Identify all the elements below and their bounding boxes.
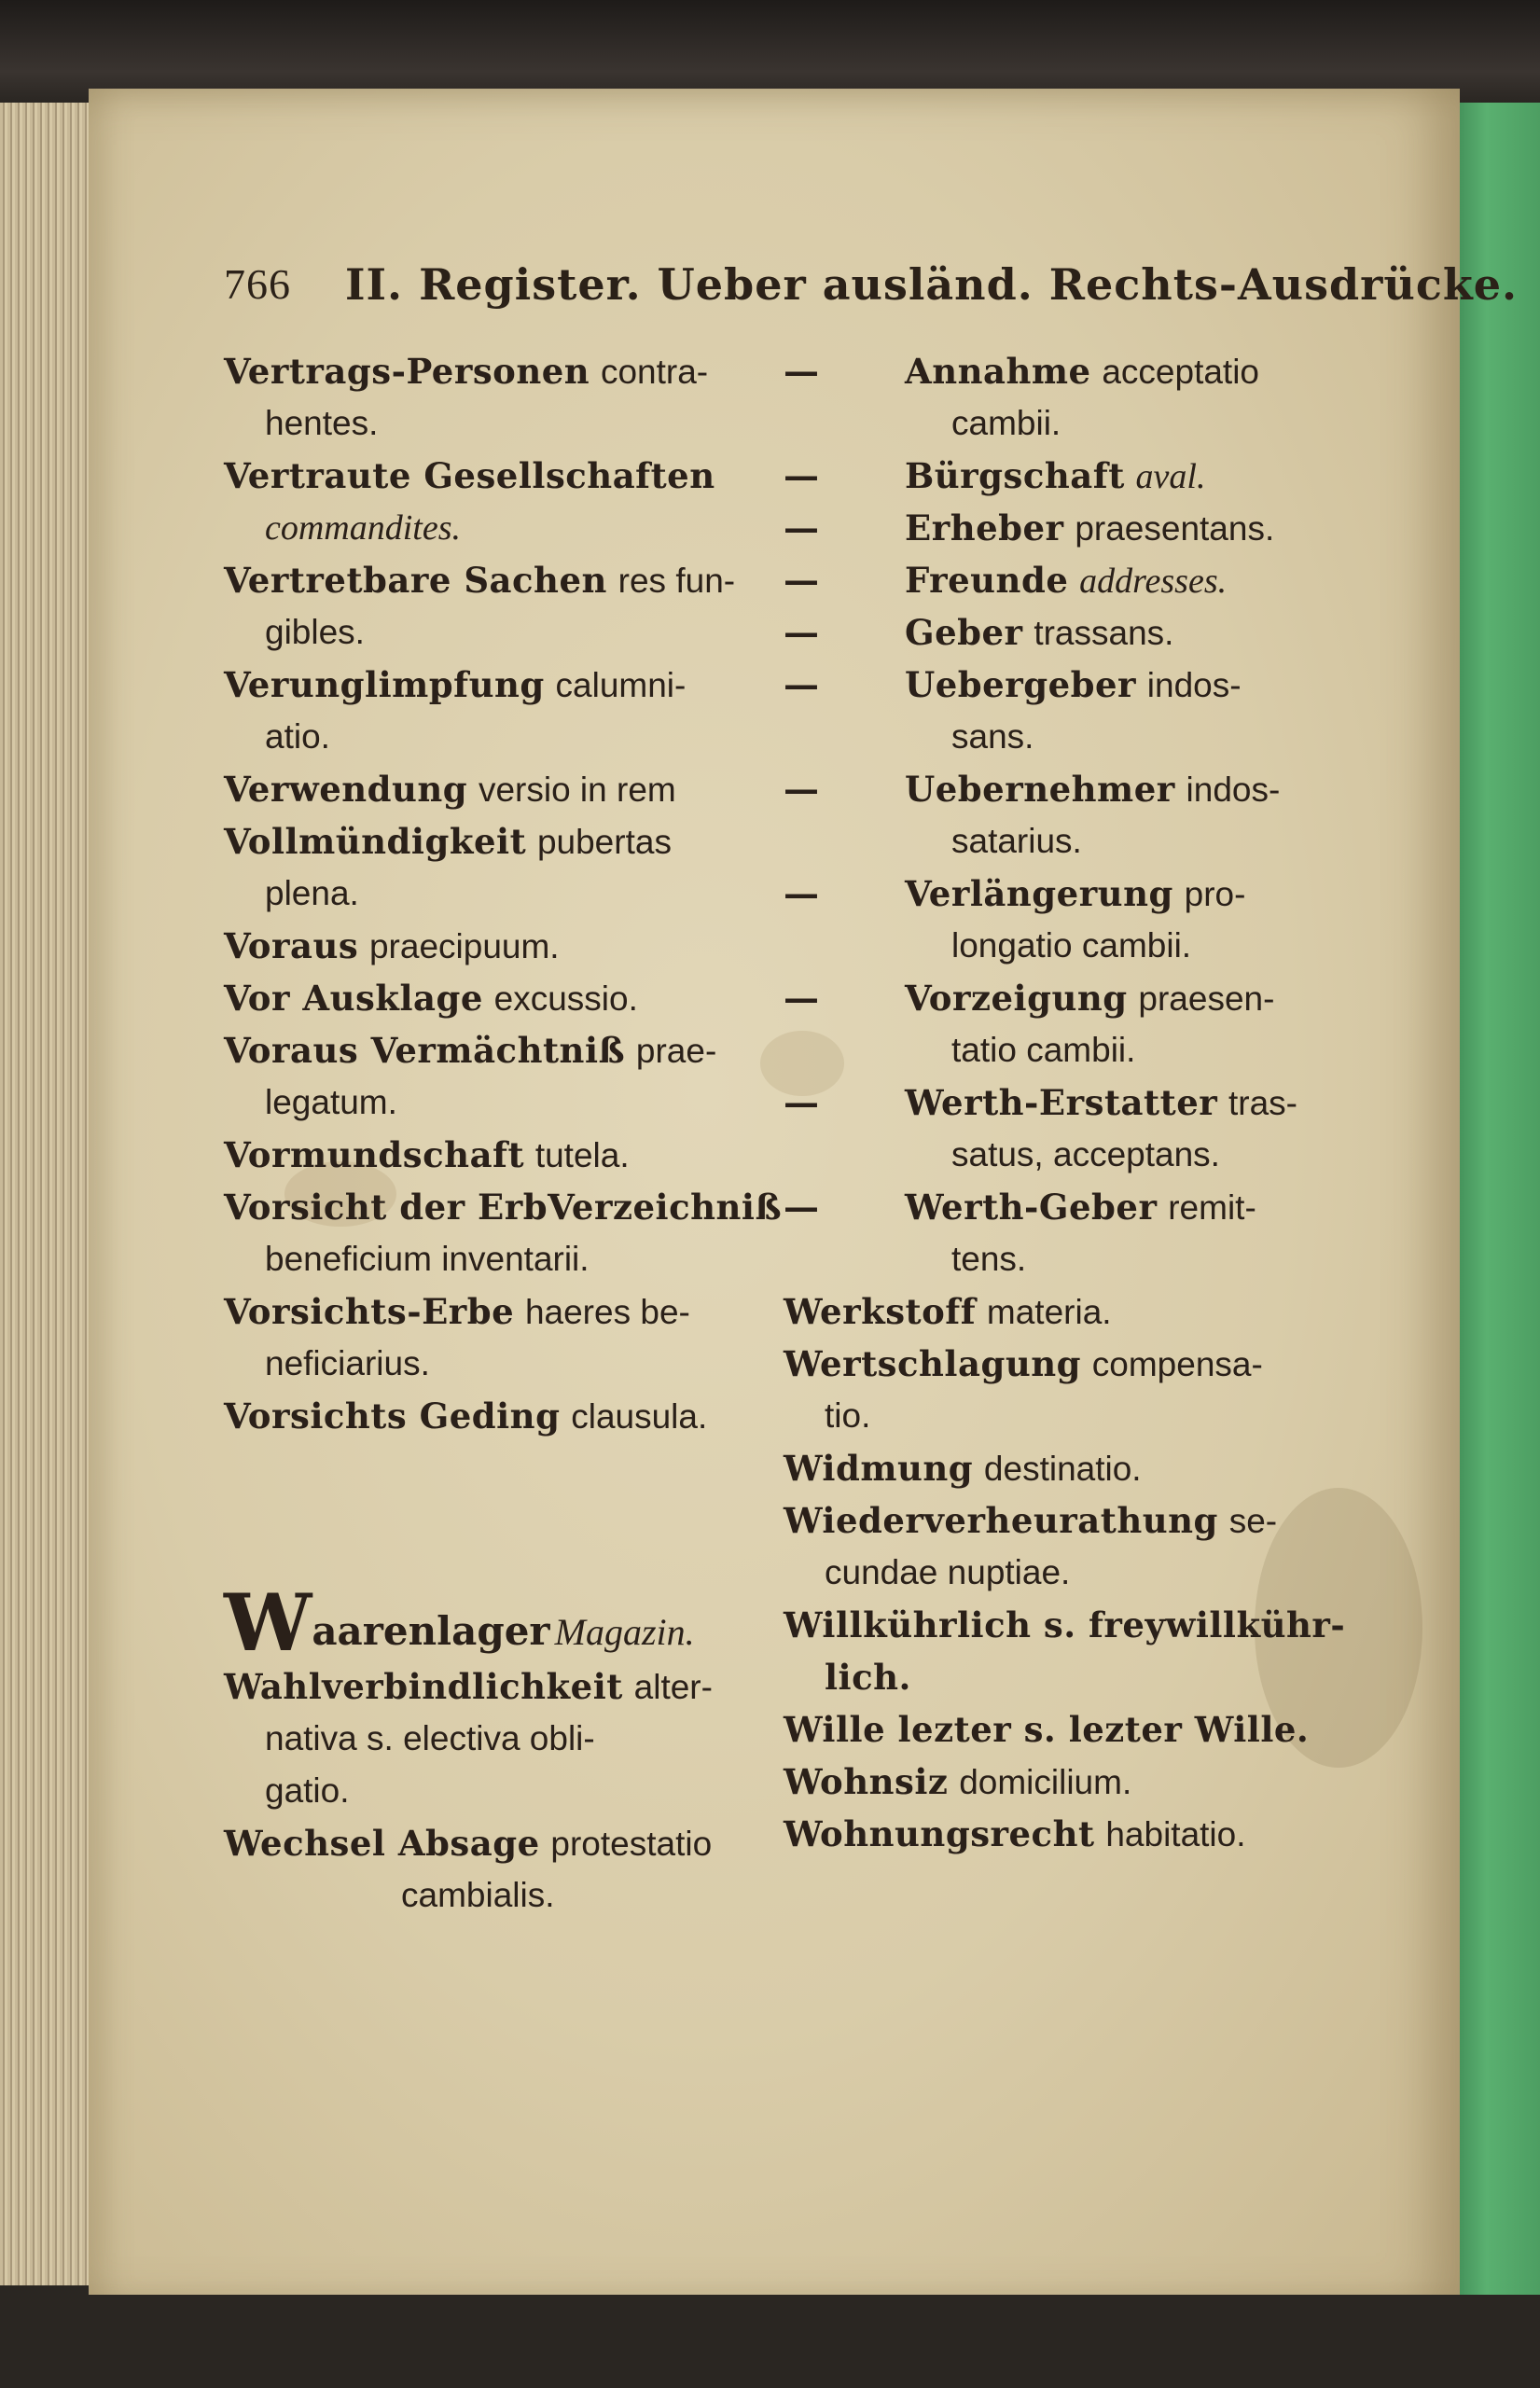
entry-line [265, 606, 365, 659]
entry-line [265, 502, 461, 554]
entry-latin: indos- [1186, 771, 1281, 809]
ditto-dash: — [784, 1186, 819, 1228]
entry-latin: gibles. [265, 613, 365, 651]
entry-term: Freunde [905, 560, 1069, 601]
entry-term: Vertrags-Personen [224, 351, 590, 392]
page-title: II. Register. Ueber ausländ. Rechts-Ausdrücke. [345, 259, 1519, 310]
entry-french: commandites. [265, 508, 462, 548]
ditto-dash: — [784, 977, 819, 1019]
entry-latin: tatio cambii. [951, 1031, 1136, 1069]
entry-latin: praecipuum. [368, 927, 560, 965]
entry-latin: cambii. [951, 404, 1061, 442]
entry-term: Wohnungsrecht [784, 1813, 1095, 1854]
green-cover [1450, 103, 1540, 2295]
entry-term: Werth-Geber [905, 1187, 1158, 1228]
entry-line [265, 1076, 397, 1129]
entry-french: aval. [1135, 457, 1206, 496]
entry-latin: longatio cambii. [951, 926, 1192, 965]
entry-latin: haeres be- [524, 1293, 690, 1331]
entry-line [784, 1599, 1345, 1652]
entry-term: Wertschlagung [784, 1343, 1081, 1384]
entry-latin: acceptatio [1102, 353, 1260, 391]
entry-line [224, 1129, 630, 1182]
ditto-dash: — [784, 559, 819, 601]
entry-line [224, 920, 560, 973]
section-heading-w [224, 1576, 695, 1669]
entry-latin: tio. [825, 1396, 871, 1435]
entry-line [224, 1285, 690, 1339]
entry-line [825, 1651, 911, 1704]
entry-latin: alter- [633, 1668, 713, 1706]
entry-term: Uebernehmer [905, 769, 1175, 810]
entry-term: Verunglimpfung [224, 664, 545, 705]
entry-term: Willkührlich s. freywillkühr- [784, 1604, 1346, 1645]
entry-line [224, 1181, 782, 1234]
ditto-dash: — [784, 507, 819, 548]
ditto-dash: — [784, 768, 819, 810]
ditto-dash: — [784, 611, 819, 653]
entry-term: Vorsicht der ErbVerzeichniß [224, 1187, 783, 1228]
entry-term: Vorsichts Geding [224, 1395, 561, 1437]
entry-latin: prae- [635, 1032, 717, 1070]
entry-line [951, 920, 1191, 972]
entry-latin: satarius. [951, 822, 1082, 860]
page-number: 766 [224, 260, 291, 308]
entry-line [265, 868, 359, 920]
running-header [224, 252, 1519, 317]
entry-term: Voraus [224, 925, 359, 966]
book-bottom [0, 2295, 1540, 2388]
entry-latin: contra- [600, 353, 709, 391]
entry-term: lich. [825, 1657, 911, 1698]
entry-latin: res fun- [617, 562, 736, 600]
entry-line [265, 397, 378, 450]
entry-line [265, 1233, 590, 1285]
entry-latin: se- [1228, 1502, 1278, 1540]
entry-latin: satus, acceptans. [951, 1135, 1220, 1173]
entry-latin: tutela. [534, 1136, 630, 1174]
entry-latin: remit- [1168, 1188, 1256, 1227]
entry-line [265, 1765, 350, 1817]
entry-line [951, 1024, 1135, 1076]
entry-latin: compensa- [1091, 1345, 1263, 1383]
entry-latin: neficiarius. [265, 1344, 430, 1382]
entry-term: Bürgschaft [905, 455, 1125, 496]
entry-latin: protestatio [550, 1825, 713, 1863]
entry-line [224, 345, 708, 398]
entry-latin: excussio. [493, 979, 638, 1018]
entry-term: Wohnsiz [784, 1761, 949, 1802]
entry-line [951, 815, 1082, 868]
section-term: aarenlager [312, 1608, 550, 1654]
entry-latin: clausula. [571, 1397, 708, 1436]
entry-latin: praesen- [1138, 979, 1275, 1018]
entry-line [784, 1808, 1246, 1861]
entry-line [951, 397, 1061, 450]
entry-latin: legatum. [265, 1083, 397, 1121]
entry-latin: destinatio. [983, 1450, 1142, 1488]
section-initial: W [224, 1576, 312, 1669]
ditto-dash: — [784, 663, 819, 705]
entry-line [784, 1703, 1309, 1756]
entry-line [265, 1713, 595, 1765]
entry-latin: habitatio. [1105, 1815, 1246, 1853]
book-spine-top [0, 0, 1540, 103]
entry-latin: beneficium inventarii. [265, 1240, 590, 1278]
entry-line [224, 554, 735, 607]
entry-latin: sans. [951, 717, 1034, 756]
ditto-dash: — [784, 350, 819, 392]
entry-latin: atio. [265, 717, 330, 756]
entry-line [265, 1338, 430, 1390]
entry-line [265, 711, 330, 763]
entry-latin: cambialis. [401, 1876, 555, 1914]
ditto-dash: — [784, 872, 819, 914]
entry-term: Werth-Erstatter [905, 1082, 1218, 1123]
entry-latin: calumni- [555, 666, 687, 704]
entry-line [951, 711, 1034, 763]
ditto-dash: — [784, 454, 819, 496]
entry-term: Verwendung [224, 769, 468, 810]
entry-line [784, 1442, 1142, 1495]
entry-french: addresses. [1079, 562, 1228, 601]
entry-line [224, 659, 686, 712]
entry-line [784, 1338, 1263, 1391]
entry-term: Erheber [905, 507, 1064, 548]
entry-latin: domicilium. [959, 1763, 1132, 1801]
entry-line [784, 1285, 1112, 1339]
entry-latin: cundae nuptiae. [825, 1553, 1071, 1591]
entry-term: Annahme [905, 351, 1091, 392]
entry-line [951, 1129, 1220, 1181]
entry-latin: praesentans. [1075, 509, 1275, 548]
entry-latin: pro- [1184, 875, 1246, 913]
entry-latin: materia. [986, 1293, 1112, 1331]
entry-term: Wahlverbindlichkeit [224, 1666, 623, 1707]
entry-line [784, 1756, 1131, 1809]
entry-line [224, 1024, 716, 1077]
entry-line [825, 1390, 870, 1442]
entry-term: Werkstoff [784, 1291, 977, 1332]
entry-term: Wiederverheurathung [784, 1500, 1218, 1541]
entry-term: Vertraute Gesellschaften [224, 455, 715, 496]
entry-line [224, 450, 715, 503]
entry-latin: trassans. [1034, 614, 1174, 652]
entry-term: Geber [905, 612, 1023, 653]
entry-latin: versio in rem [478, 771, 676, 809]
entry-line [951, 1233, 1026, 1285]
entry-latin: indos- [1146, 666, 1242, 704]
entry-line [224, 815, 672, 868]
entry-latin: pubertas [536, 823, 672, 861]
page-edges [0, 103, 90, 2285]
entry-latin: hentes. [265, 404, 379, 442]
ditto-dash: — [784, 1081, 819, 1123]
entry-term: Uebergeber [905, 664, 1137, 705]
entry-line [224, 1390, 707, 1443]
entry-latin: plena. [265, 874, 359, 912]
entry-term: Wechsel Absage [224, 1823, 540, 1864]
entry-latin: nativa s. electiva obli- [265, 1719, 595, 1757]
section-latin: Magazin. [554, 1611, 695, 1653]
entry-term: Voraus Vermächtniß [224, 1030, 626, 1071]
entry-term: Vor Ausklage [224, 978, 483, 1019]
entry-term: Vorzeigung [905, 978, 1128, 1019]
entry-line [784, 1494, 1277, 1548]
entry-line [224, 972, 638, 1025]
entry-line [401, 1869, 555, 1922]
entry-latin: tens. [951, 1240, 1027, 1278]
entry-term: Verlängerung [905, 873, 1173, 914]
entry-line [224, 1817, 712, 1870]
entry-term: Vorsichts-Erbe [224, 1291, 515, 1332]
entry-term: Widmung [784, 1448, 974, 1489]
entry-line [224, 1660, 713, 1714]
entry-latin: tras- [1228, 1084, 1297, 1122]
entry-line [224, 763, 676, 816]
entry-line [825, 1547, 1070, 1599]
entry-term: Vormundschaft [224, 1134, 525, 1175]
entry-term: Vollmündigkeit [224, 821, 527, 862]
entry-term: Vertretbare Sachen [224, 560, 607, 601]
entry-latin: gatio. [265, 1771, 350, 1810]
entry-term: Wille lezter s. lezter Wille. [784, 1709, 1310, 1750]
